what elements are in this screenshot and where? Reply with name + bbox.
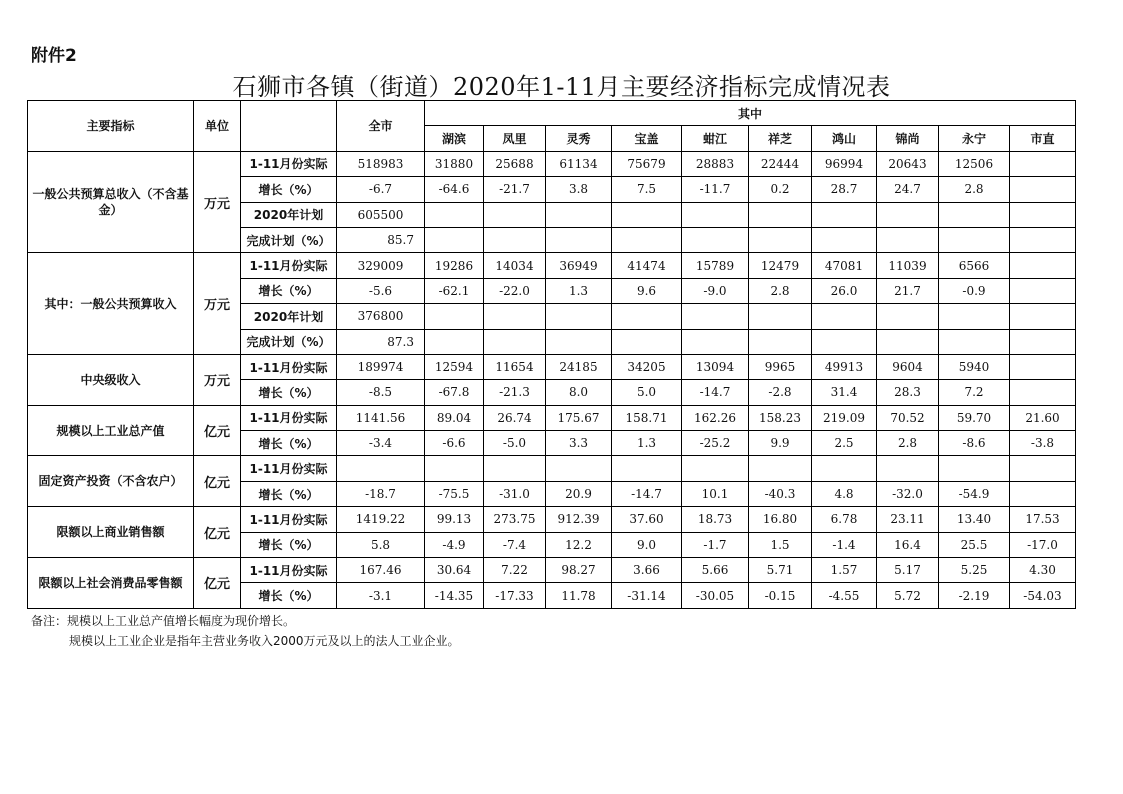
town-value-cell: 25688 — [484, 151, 546, 176]
town-value-cell: -4.9 — [425, 532, 484, 557]
town-value-cell: -22.0 — [484, 278, 546, 303]
town-value-cell: -62.1 — [425, 278, 484, 303]
town-value-cell: -54.03 — [1010, 583, 1076, 608]
town-value-cell: 26.0 — [812, 278, 877, 303]
row-label: 2020年计划 — [241, 202, 337, 227]
town-value-cell — [612, 329, 682, 354]
town-value-cell — [749, 329, 812, 354]
town-value-cell: -64.6 — [425, 177, 484, 202]
town-value-cell: 13094 — [682, 354, 749, 379]
town-value-cell: 1.57 — [812, 558, 877, 583]
town-value-cell: -11.7 — [682, 177, 749, 202]
city-total-cell: -3.1 — [337, 583, 425, 608]
town-value-cell: 2.8 — [877, 431, 939, 456]
town-value-cell: 162.26 — [682, 405, 749, 430]
town-value-cell — [546, 227, 612, 252]
header-town: 锦尚 — [877, 126, 939, 151]
town-value-cell: 9.0 — [612, 532, 682, 557]
town-value-cell: 34205 — [612, 354, 682, 379]
town-value-cell: 23.11 — [877, 507, 939, 532]
header-indicator: 主要指标 — [28, 101, 194, 152]
town-value-cell: 13.40 — [939, 507, 1010, 532]
town-value-cell — [1010, 202, 1076, 227]
header-town: 蚶江 — [682, 126, 749, 151]
town-value-cell: 5.72 — [877, 583, 939, 608]
town-value-cell — [546, 202, 612, 227]
town-value-cell: 89.04 — [425, 405, 484, 430]
town-value-cell: 21.60 — [1010, 405, 1076, 430]
city-total-cell: -3.4 — [337, 431, 425, 456]
note-2: 规模以上工业企业是指年主营业务收入2000万元及以上的法人工业企业。 — [69, 634, 460, 648]
indicator-unit: 万元 — [194, 354, 241, 405]
header-town: 鸿山 — [812, 126, 877, 151]
town-value-cell: 16.4 — [877, 532, 939, 557]
town-value-cell: -0.9 — [939, 278, 1010, 303]
town-value-cell: -1.4 — [812, 532, 877, 557]
indicator-name: 规模以上工业总产值 — [28, 405, 194, 456]
city-total-cell: 1419.22 — [337, 507, 425, 532]
town-value-cell: 5.0 — [612, 380, 682, 405]
header-town: 永宁 — [939, 126, 1010, 151]
city-total-cell: 85.7 — [337, 227, 425, 252]
town-value-cell — [425, 456, 484, 481]
city-total-cell: -8.5 — [337, 380, 425, 405]
town-value-cell: -21.7 — [484, 177, 546, 202]
town-value-cell: 3.8 — [546, 177, 612, 202]
row-label: 1-11月份实际 — [241, 253, 337, 278]
town-value-cell — [877, 227, 939, 252]
header-town: 宝盖 — [612, 126, 682, 151]
town-value-cell: 0.2 — [749, 177, 812, 202]
row-label: 1-11月份实际 — [241, 558, 337, 583]
town-value-cell: 9.9 — [749, 431, 812, 456]
town-value-cell: 59.70 — [939, 405, 1010, 430]
indicator-unit: 亿元 — [194, 405, 241, 456]
town-value-cell: 7.2 — [939, 380, 1010, 405]
town-value-cell — [812, 304, 877, 329]
city-total-cell — [337, 456, 425, 481]
town-value-cell: 2.8 — [939, 177, 1010, 202]
header-town: 祥芝 — [749, 126, 812, 151]
town-value-cell: 30.64 — [425, 558, 484, 583]
row-label: 1-11月份实际 — [241, 354, 337, 379]
town-value-cell: -14.35 — [425, 583, 484, 608]
indicator-name: 限额以上商业销售额 — [28, 507, 194, 558]
town-value-cell — [749, 456, 812, 481]
town-value-cell: 4.30 — [1010, 558, 1076, 583]
town-value-cell: 158.23 — [749, 405, 812, 430]
town-value-cell — [546, 304, 612, 329]
town-value-cell: -40.3 — [749, 481, 812, 506]
town-value-cell — [1010, 253, 1076, 278]
town-value-cell: -17.33 — [484, 583, 546, 608]
town-value-cell: -14.7 — [612, 481, 682, 506]
town-value-cell: 10.1 — [682, 481, 749, 506]
town-value-cell — [484, 202, 546, 227]
town-value-cell: 18.73 — [682, 507, 749, 532]
town-value-cell: 12506 — [939, 151, 1010, 176]
header-town: 凤里 — [484, 126, 546, 151]
town-value-cell: 4.8 — [812, 481, 877, 506]
town-value-cell: 99.13 — [425, 507, 484, 532]
town-value-cell — [812, 329, 877, 354]
town-value-cell: -2.8 — [749, 380, 812, 405]
town-value-cell: 5.66 — [682, 558, 749, 583]
town-value-cell: 28.7 — [812, 177, 877, 202]
town-value-cell: 912.39 — [546, 507, 612, 532]
city-total-cell: 189974 — [337, 354, 425, 379]
header-total: 全市 — [337, 101, 425, 152]
town-value-cell: 19286 — [425, 253, 484, 278]
town-value-cell: -54.9 — [939, 481, 1010, 506]
town-value-cell: -9.0 — [682, 278, 749, 303]
town-value-cell — [682, 202, 749, 227]
row-label: 增长（%） — [241, 431, 337, 456]
city-total-cell: 87.3 — [337, 329, 425, 354]
city-total-cell: 605500 — [337, 202, 425, 227]
town-value-cell: 20643 — [877, 151, 939, 176]
town-value-cell: 17.53 — [1010, 507, 1076, 532]
town-value-cell: 1.3 — [612, 431, 682, 456]
table-row — [28, 354, 1076, 379]
town-value-cell — [612, 456, 682, 481]
town-value-cell: 2.5 — [812, 431, 877, 456]
town-value-cell: 5.71 — [749, 558, 812, 583]
town-value-cell: 31880 — [425, 151, 484, 176]
town-value-cell: -25.2 — [682, 431, 749, 456]
town-value-cell: -4.55 — [812, 583, 877, 608]
town-value-cell: 12594 — [425, 354, 484, 379]
town-value-cell: 25.5 — [939, 532, 1010, 557]
town-value-cell: -75.5 — [425, 481, 484, 506]
header-town: 灵秀 — [546, 126, 612, 151]
indicator-name: 限额以上社会消费品零售额 — [28, 558, 194, 609]
town-value-cell: 98.27 — [546, 558, 612, 583]
row-label: 增长（%） — [241, 278, 337, 303]
town-value-cell: 36949 — [546, 253, 612, 278]
header-unit: 单位 — [194, 101, 241, 152]
town-value-cell — [1010, 304, 1076, 329]
town-value-cell: 26.74 — [484, 405, 546, 430]
town-value-cell: -7.4 — [484, 532, 546, 557]
town-value-cell — [749, 202, 812, 227]
row-label: 增长（%） — [241, 481, 337, 506]
row-label: 1-11月份实际 — [241, 405, 337, 430]
town-value-cell — [1010, 380, 1076, 405]
town-value-cell: -21.3 — [484, 380, 546, 405]
town-value-cell — [1010, 227, 1076, 252]
town-value-cell: 49913 — [812, 354, 877, 379]
town-value-cell: 16.80 — [749, 507, 812, 532]
town-value-cell — [812, 202, 877, 227]
town-value-cell: 47081 — [812, 253, 877, 278]
indicator-unit: 亿元 — [194, 456, 241, 507]
indicator-unit: 万元 — [194, 151, 241, 253]
town-value-cell: 5940 — [939, 354, 1010, 379]
town-value-cell: 158.71 — [612, 405, 682, 430]
town-value-cell: 22444 — [749, 151, 812, 176]
town-value-cell — [749, 227, 812, 252]
town-value-cell: 24185 — [546, 354, 612, 379]
town-value-cell — [939, 329, 1010, 354]
city-total-cell: 167.46 — [337, 558, 425, 583]
row-label: 增长（%） — [241, 380, 337, 405]
town-value-cell: 5.25 — [939, 558, 1010, 583]
indicator-unit: 亿元 — [194, 507, 241, 558]
town-value-cell: -31.0 — [484, 481, 546, 506]
town-value-cell: 21.7 — [877, 278, 939, 303]
town-value-cell — [939, 304, 1010, 329]
town-value-cell: 9.6 — [612, 278, 682, 303]
header-town: 湖滨 — [425, 126, 484, 151]
indicator-name: 中央级收入 — [28, 354, 194, 405]
town-value-cell: 7.5 — [612, 177, 682, 202]
row-label: 1-11月份实际 — [241, 151, 337, 176]
row-label: 增长（%） — [241, 532, 337, 557]
town-value-cell — [812, 227, 877, 252]
town-value-cell: -3.8 — [1010, 431, 1076, 456]
town-value-cell: -14.7 — [682, 380, 749, 405]
town-value-cell: -5.0 — [484, 431, 546, 456]
town-value-cell — [682, 329, 749, 354]
town-value-cell — [425, 202, 484, 227]
town-value-cell: 2.8 — [749, 278, 812, 303]
town-value-cell — [939, 227, 1010, 252]
town-value-cell: -67.8 — [425, 380, 484, 405]
town-value-cell — [546, 456, 612, 481]
indicator-name: 其中：一般公共预算收入 — [28, 253, 194, 355]
row-label: 1-11月份实际 — [241, 507, 337, 532]
city-total-cell: 518983 — [337, 151, 425, 176]
town-value-cell: 7.22 — [484, 558, 546, 583]
town-value-cell — [877, 304, 939, 329]
town-value-cell: 14034 — [484, 253, 546, 278]
town-value-cell: 15789 — [682, 253, 749, 278]
town-value-cell: 28883 — [682, 151, 749, 176]
town-value-cell: -1.7 — [682, 532, 749, 557]
town-value-cell — [484, 456, 546, 481]
town-value-cell: -2.19 — [939, 583, 1010, 608]
city-total-cell: -6.7 — [337, 177, 425, 202]
row-label: 完成计划（%） — [241, 329, 337, 354]
indicators-table — [27, 100, 1076, 609]
attachment-label: 附件2 — [31, 46, 77, 66]
town-value-cell: 1.3 — [546, 278, 612, 303]
table-row — [28, 507, 1076, 532]
town-value-cell — [939, 456, 1010, 481]
row-label: 增长（%） — [241, 177, 337, 202]
header-blank — [241, 101, 337, 152]
town-value-cell: -32.0 — [877, 481, 939, 506]
row-label: 2020年计划 — [241, 304, 337, 329]
town-value-cell: 11654 — [484, 354, 546, 379]
town-value-cell — [682, 227, 749, 252]
town-value-cell — [425, 227, 484, 252]
town-value-cell: -31.14 — [612, 583, 682, 608]
town-value-cell: 9604 — [877, 354, 939, 379]
town-value-cell: 12.2 — [546, 532, 612, 557]
town-value-cell: 3.3 — [546, 431, 612, 456]
city-total-cell: -18.7 — [337, 481, 425, 506]
town-value-cell — [484, 227, 546, 252]
table-row — [28, 456, 1076, 481]
row-label: 增长（%） — [241, 583, 337, 608]
table-row — [28, 253, 1076, 278]
town-value-cell: 219.09 — [812, 405, 877, 430]
town-value-cell: -17.0 — [1010, 532, 1076, 557]
town-value-cell: 20.9 — [546, 481, 612, 506]
header-group: 其中 — [425, 101, 1076, 126]
row-label: 1-11月份实际 — [241, 456, 337, 481]
table-row — [28, 558, 1076, 583]
town-value-cell: 70.52 — [877, 405, 939, 430]
note-1: 备注：规模以上工业总产值增长幅度为现价增长。 — [31, 614, 296, 628]
town-value-cell — [612, 227, 682, 252]
town-value-cell — [1010, 329, 1076, 354]
indicator-unit: 万元 — [194, 253, 241, 355]
table-row — [28, 405, 1076, 430]
town-value-cell: 31.4 — [812, 380, 877, 405]
town-value-cell: 12479 — [749, 253, 812, 278]
town-value-cell: 61134 — [546, 151, 612, 176]
town-value-cell: 11.78 — [546, 583, 612, 608]
town-value-cell — [1010, 354, 1076, 379]
town-value-cell — [425, 304, 484, 329]
town-value-cell — [612, 304, 682, 329]
town-value-cell: -6.6 — [425, 431, 484, 456]
town-value-cell: 28.3 — [877, 380, 939, 405]
row-label: 完成计划（%） — [241, 227, 337, 252]
town-value-cell — [682, 456, 749, 481]
header-town: 市直 — [1010, 126, 1076, 151]
header-row — [28, 101, 1076, 126]
town-value-cell — [749, 304, 812, 329]
town-value-cell: 5.17 — [877, 558, 939, 583]
town-value-cell: 37.60 — [612, 507, 682, 532]
town-value-cell: -0.15 — [749, 583, 812, 608]
town-value-cell — [812, 456, 877, 481]
city-total-cell: 329009 — [337, 253, 425, 278]
town-value-cell — [1010, 456, 1076, 481]
town-value-cell: -30.05 — [682, 583, 749, 608]
table-row — [28, 151, 1076, 176]
town-value-cell — [484, 304, 546, 329]
town-value-cell — [484, 329, 546, 354]
town-value-cell: 6.78 — [812, 507, 877, 532]
city-total-cell: -5.6 — [337, 278, 425, 303]
town-value-cell — [939, 202, 1010, 227]
town-value-cell: 6566 — [939, 253, 1010, 278]
town-value-cell: 96994 — [812, 151, 877, 176]
town-value-cell — [425, 329, 484, 354]
town-value-cell: 75679 — [612, 151, 682, 176]
town-value-cell — [877, 329, 939, 354]
town-value-cell: 8.0 — [546, 380, 612, 405]
notes — [31, 611, 460, 651]
indicator-unit: 亿元 — [194, 558, 241, 609]
city-total-cell: 5.8 — [337, 532, 425, 557]
town-value-cell: 1.5 — [749, 532, 812, 557]
town-value-cell — [1010, 151, 1076, 176]
town-value-cell: 24.7 — [877, 177, 939, 202]
town-value-cell — [877, 456, 939, 481]
town-value-cell — [877, 202, 939, 227]
town-value-cell: 175.67 — [546, 405, 612, 430]
town-value-cell — [1010, 177, 1076, 202]
town-value-cell: 9965 — [749, 354, 812, 379]
town-value-cell: 41474 — [612, 253, 682, 278]
indicator-name: 一般公共预算总收入（不含基金） — [28, 151, 194, 253]
town-value-cell: 273.75 — [484, 507, 546, 532]
town-value-cell: 3.66 — [612, 558, 682, 583]
city-total-cell: 1141.56 — [337, 405, 425, 430]
town-value-cell: 11039 — [877, 253, 939, 278]
page-title: 石狮市各镇（街道）2020年1-11月主要经济指标完成情况表 — [232, 73, 891, 101]
town-value-cell: -8.6 — [939, 431, 1010, 456]
town-value-cell — [1010, 278, 1076, 303]
town-value-cell — [1010, 481, 1076, 506]
city-total-cell: 376800 — [337, 304, 425, 329]
town-value-cell — [682, 304, 749, 329]
town-value-cell — [546, 329, 612, 354]
town-value-cell — [612, 202, 682, 227]
indicator-name: 固定资产投资（不含农户） — [28, 456, 194, 507]
